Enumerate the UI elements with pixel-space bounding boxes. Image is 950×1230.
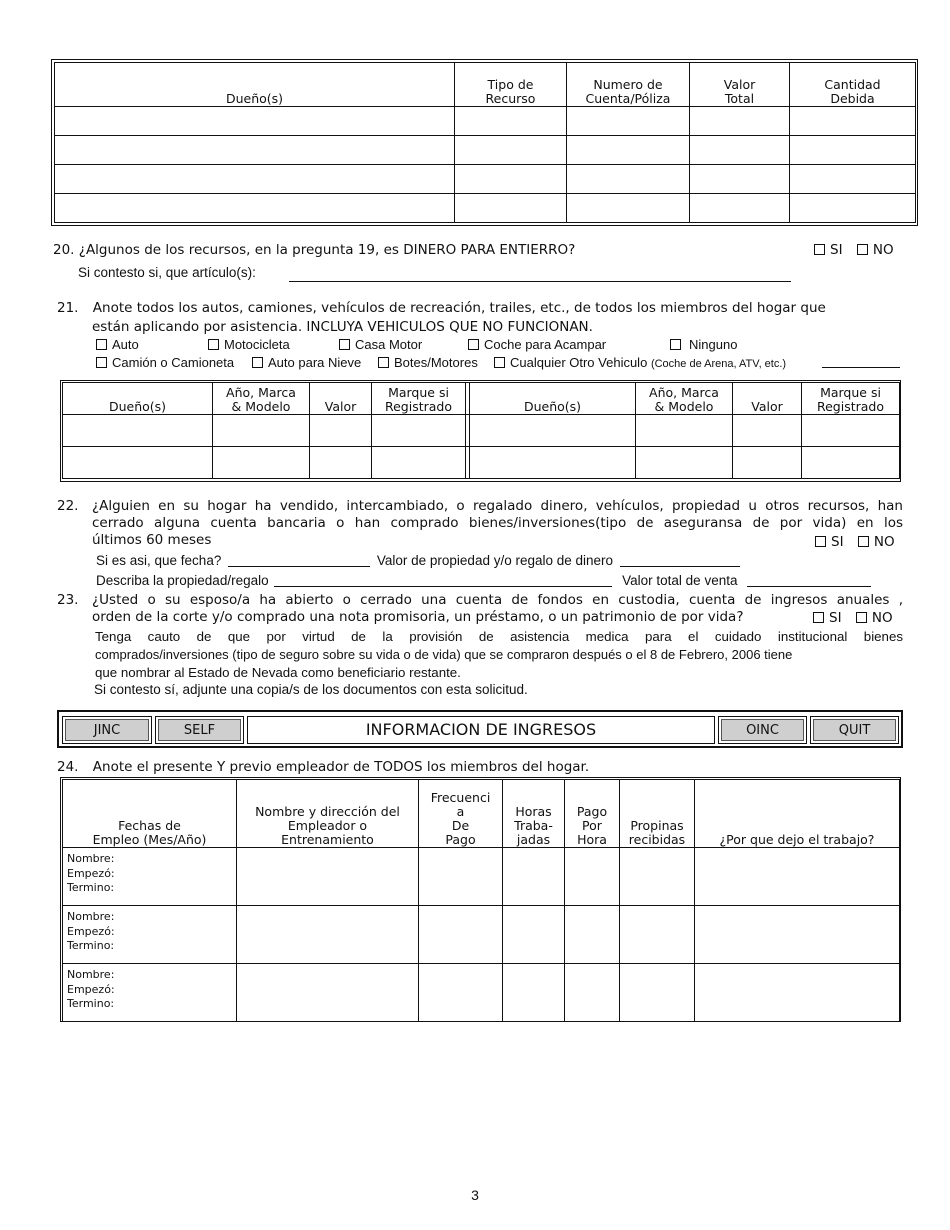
- self-button[interactable]: SELF: [155, 716, 244, 744]
- q20-text: ¿Algunos de los recursos, en la pregunta 19, es DINERO PARA ENTIERRO?: [78, 242, 576, 258]
- cell-input[interactable]: [567, 136, 690, 165]
- employment-dates-cell[interactable]: Nombre: Empezó: Termino:: [63, 906, 237, 964]
- cell-input[interactable]: [567, 107, 690, 136]
- resources-table-frame: [51, 59, 918, 226]
- question-23: [57, 592, 903, 626]
- cell-input[interactable]: [790, 136, 916, 165]
- q22-yes-checkbox[interactable]: [815, 536, 826, 547]
- option-botes[interactable]: Botes/Motores: [378, 355, 478, 370]
- q23-line2: orden de la corte y/o comprado una nota promisoria, un préstamo, o un patrimonio de por vida?: [92, 609, 744, 625]
- table-row[interactable]: [55, 136, 916, 165]
- table-row[interactable]: [63, 447, 900, 479]
- q24-number: 24.: [57, 759, 79, 775]
- cell-input[interactable]: [55, 194, 455, 223]
- cell-input[interactable]: [55, 136, 455, 165]
- checkbox[interactable]: [670, 339, 681, 350]
- q20-articulo-input[interactable]: [289, 281, 791, 282]
- option-camion[interactable]: Camión o Camioneta: [96, 355, 234, 370]
- q23-number: 23.: [57, 592, 79, 608]
- header-cantidad-debida: Cantidad Debida: [790, 63, 916, 107]
- q22-total-input[interactable]: [747, 586, 871, 587]
- option-otro-vehiculo[interactable]: Cualquier Otro Vehiculo (Coche de Arena, ATV, etc.): [494, 355, 786, 370]
- header-dueno-2: Dueño(s): [470, 383, 636, 415]
- header-numero-cuenta: Numero de Cuenta/Póliza: [567, 63, 690, 107]
- q23-note-line1: Tenga cauto de que por virtud de la provisión de asistencia medica para el cuidado institucional bienes: [95, 629, 903, 644]
- header-nombre-empleador: Nombre y dirección del Empleador o Entrenamiento: [237, 780, 419, 848]
- table-row[interactable]: [63, 848, 900, 906]
- jinc-button[interactable]: JINC: [62, 716, 152, 744]
- q22-fecha-label: Si es asi, que fecha?: [96, 553, 222, 568]
- employment-dates-cell[interactable]: Nombre: Empezó: Termino:: [63, 848, 237, 906]
- header-pago-hora: Pago Por Hora: [565, 780, 620, 848]
- option-coche-acampar[interactable]: Coche para Acampar: [468, 337, 606, 352]
- table-row[interactable]: [63, 964, 900, 1022]
- q22-valor-input[interactable]: [620, 566, 740, 567]
- income-section-bar: [57, 710, 903, 748]
- checkbox[interactable]: [96, 357, 107, 368]
- q23-note-line3: que nombrar al Estado de Nevada como beneficiario restante.: [95, 665, 461, 680]
- q22-fecha-input[interactable]: [228, 566, 370, 567]
- q22-no-checkbox[interactable]: [858, 536, 869, 547]
- cell-input[interactable]: [55, 165, 455, 194]
- q21-options-row2: [96, 355, 906, 371]
- q21-text-line1: Anote todos los autos, camiones, vehículos de recreación, trailes, etc., de todos los miembros del hogar que: [92, 300, 826, 316]
- cell-input[interactable]: [690, 165, 790, 194]
- table-row[interactable]: [63, 906, 900, 964]
- header-frecuencia: Frecuenci a De Pago: [419, 780, 503, 848]
- question-21: [57, 300, 917, 317]
- cell-input[interactable]: [567, 194, 690, 223]
- resources-table-header: [55, 63, 916, 107]
- checkbox[interactable]: [378, 357, 389, 368]
- checkbox[interactable]: [468, 339, 479, 350]
- option-auto-nieve[interactable]: Auto para Nieve: [252, 355, 361, 370]
- q23-note-line2: comprados/inversiones (tipo de seguro sobre su vida o de vida) que se compraron después o el 8 de Febrero, 2006 tiene: [95, 647, 793, 662]
- cell-input[interactable]: [790, 194, 916, 223]
- header-ano-marca: Año, Marca & Modelo: [213, 383, 310, 415]
- page-number: 3: [471, 1187, 479, 1203]
- section-title-box: [247, 716, 715, 744]
- q22-yes-no: SI NO: [815, 534, 895, 551]
- cell-input[interactable]: [455, 194, 567, 223]
- q23-yes-no: SI NO: [813, 610, 893, 627]
- header-marque: Marque si Registrado: [372, 383, 466, 415]
- checkbox[interactable]: [96, 339, 107, 350]
- option-casa-motor[interactable]: Casa Motor: [339, 337, 422, 352]
- question-20: [53, 242, 913, 259]
- header-valor-total: Valor Total: [690, 63, 790, 107]
- cell-input[interactable]: [790, 107, 916, 136]
- table-row[interactable]: [55, 165, 916, 194]
- section-title: INFORMACION DE INGRESOS: [365, 720, 597, 739]
- checkbox[interactable]: [339, 339, 350, 350]
- employment-dates-cell[interactable]: Nombre: Empezó: Termino:: [63, 964, 237, 1022]
- q22-describa-row: [96, 573, 871, 588]
- cell-input[interactable]: [790, 165, 916, 194]
- q22-describa-label: Describa la propiedad/regalo: [96, 573, 269, 588]
- q23-no-checkbox[interactable]: [856, 612, 867, 623]
- q21-text-line2: están aplicando por asistencia. INCLUYA VEHICULOS QUE NO FUNCIONAN.: [92, 319, 593, 335]
- header-valor: Valor: [310, 383, 372, 415]
- q24-text: Anote el presente Y previo empleador de TODOS los miembros del hogar.: [92, 759, 590, 775]
- other-vehicle-input[interactable]: [822, 367, 900, 368]
- q22-number: 22.: [57, 498, 79, 514]
- quit-button[interactable]: QUIT: [810, 716, 899, 744]
- header-horas: Horas Traba- jadas: [503, 780, 565, 848]
- table-row[interactable]: [63, 415, 900, 447]
- header-propinas: Propinas recibidas: [620, 780, 695, 848]
- employment-table-frame: [60, 777, 901, 1022]
- option-motocicleta[interactable]: Motocicleta: [208, 337, 290, 352]
- header-dueno: Dueño(s): [55, 63, 455, 107]
- checkbox[interactable]: [208, 339, 219, 350]
- q22-fecha-row: [96, 553, 740, 568]
- resources-table: [54, 62, 916, 223]
- option-auto[interactable]: Auto: [96, 337, 139, 352]
- q20-no-label: NO: [872, 242, 894, 258]
- other-note: (Coche de Arena, ATV, etc.): [650, 358, 787, 370]
- question-22: [57, 498, 903, 549]
- cell-input[interactable]: [690, 107, 790, 136]
- header-tipo-recurso: Tipo de Recurso: [455, 63, 567, 107]
- cell-input[interactable]: [455, 136, 567, 165]
- checkbox[interactable]: [252, 357, 263, 368]
- q22-line2: cerrado alguna cuenta bancaria o han comprado bienes/inversiones(tipo de aseguransa de por vida) en los: [92, 515, 903, 531]
- option-ninguno[interactable]: Ninguno: [670, 337, 737, 352]
- cell-input[interactable]: [690, 136, 790, 165]
- q22-valor-label: Valor de propiedad y/o regalo de dinero: [376, 553, 614, 568]
- q22-describa-input[interactable]: [274, 586, 612, 587]
- employment-table: [62, 779, 900, 1022]
- q20-yes-no: [814, 242, 894, 259]
- cell-input[interactable]: [455, 107, 567, 136]
- header-ano-marca-2: Año, Marca & Modelo: [636, 383, 733, 415]
- checkbox[interactable]: [494, 357, 505, 368]
- q22-line1: ¿Alguien en su hogar ha vendido, intercambiado, o regalado dinero, vehículos, propiedad u otros recursos, han: [92, 498, 903, 514]
- vehicles-table-frame: [60, 380, 901, 482]
- q20-followup-label: Si contesto si, que artículo(s):: [78, 265, 256, 280]
- oinc-button[interactable]: OINC: [718, 716, 807, 744]
- table-row[interactable]: [55, 107, 916, 136]
- header-marque-2: Marque si Registrado: [802, 383, 900, 415]
- question-24: [57, 759, 589, 776]
- employment-table-header: [63, 780, 900, 848]
- cell-input[interactable]: [455, 165, 567, 194]
- q23-note: [95, 628, 903, 682]
- q22-total-label: Valor total de venta: [622, 573, 738, 588]
- q23-attach: Si contesto sí, adjunte una copia/s de los documentos con esta solicitud.: [94, 682, 528, 697]
- q20-yes-label: SI: [830, 242, 843, 258]
- q21-options-row1: [96, 337, 896, 353]
- q21-number: 21.: [57, 300, 79, 316]
- header-valor-2: Valor: [733, 383, 802, 415]
- vehicles-table-header: [63, 383, 900, 415]
- q22-line3: últimos 60 meses: [92, 532, 212, 548]
- vehicles-table: [62, 382, 900, 479]
- q20-no-checkbox[interactable]: [857, 244, 868, 255]
- table-row[interactable]: [55, 194, 916, 223]
- q23-yes-checkbox[interactable]: [813, 612, 824, 623]
- cell-input[interactable]: [55, 107, 455, 136]
- cell-input[interactable]: [690, 194, 790, 223]
- q23-line1: ¿Usted o su esposo/a ha abierto o cerrado una cuenta de fondos en custodia, cuenta de ingresos anuales ,: [92, 592, 903, 608]
- q20-number: 20.: [53, 242, 75, 258]
- q20-followup: [78, 265, 256, 280]
- header-fechas: Fechas de Empleo (Mes/Año): [63, 780, 237, 848]
- q20-yes-checkbox[interactable]: [814, 244, 825, 255]
- cell-input[interactable]: [567, 165, 690, 194]
- header-porque: ¿Por que dejo el trabajo?: [695, 780, 900, 848]
- header-dueno: Dueño(s): [63, 383, 213, 415]
